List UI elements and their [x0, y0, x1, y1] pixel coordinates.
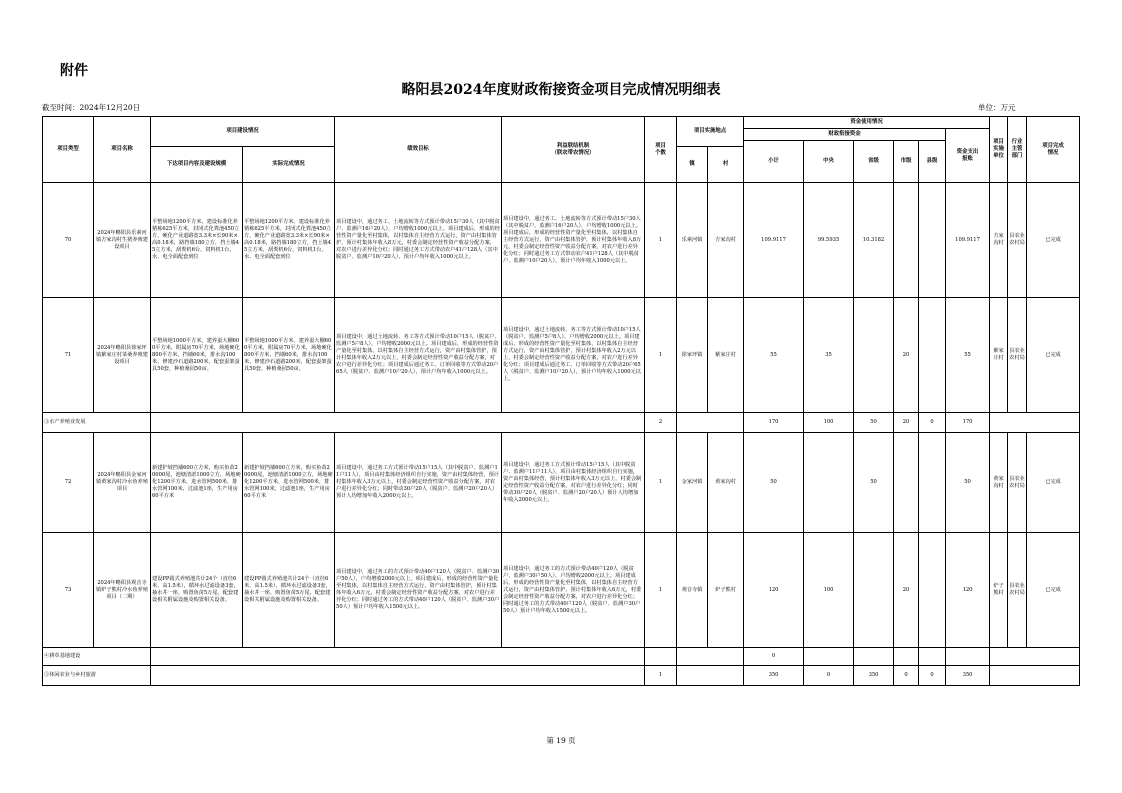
cell-impl-unit: 紫家庄村 — [990, 298, 1008, 413]
cell-count: 1 — [645, 666, 677, 686]
cell-paid — [946, 648, 990, 666]
header-construction-actual: 实际完成情况 — [243, 147, 335, 183]
cell-benefit: 项目建设中，通过务工、土地流转等方式预计带动15户30人（其中脱贫户、监测户16户20人），户均增收1000元以上。项目建成后，形成的经营性资产量化至村集体，以村集体自主经营方式运行，资产由村集体管护，预计村集体年收入8万元，村委会制定经营性资产收益分配方案，对农户进行差异化分红；同时通过务工方式带动农户41户128人（其中脱贫户、监测户10户20人），预计户均年收入1000元以上。 — [502, 183, 645, 298]
header-goal: 绩效目标 — [335, 117, 502, 183]
cell-name: 2024年略阳县徐家坪镇紫家庄村菜桑养殖建设项目 — [94, 298, 151, 413]
cell-number: 70 — [43, 183, 94, 298]
table-row — [43, 183, 1080, 298]
header-type: 项目类型 — [43, 117, 94, 183]
header-construction: 项目建设情况 — [151, 117, 335, 147]
cell-dept: 县农业农村局 — [1008, 533, 1027, 648]
cell-name: 2024年略阳县乐素河镇方家沟村生猪养殖建设项目 — [94, 183, 151, 298]
cell-impl-unit: 黄家沟村 — [990, 433, 1008, 533]
header-fiscal: 财政衔接资金 — [744, 129, 946, 141]
cell-county — [919, 298, 946, 413]
page-number: 第 19 页 — [546, 736, 576, 745]
cell-village: 黄家沟村 — [708, 433, 744, 533]
cell-paid: 120 — [946, 533, 990, 648]
cell-actual: 平整场地1000平方米，建养蚕大棚600平方米，附属房70平方米，场地硬化800平方米，挡墙60米，排水沟100米，修建沙石道路200米，配套蚕架蚕具50套，种植桑园50亩。 — [243, 298, 335, 413]
cell-status: 已完成 — [1027, 433, 1080, 533]
cell-count: 2 — [645, 413, 677, 433]
cell-central: 100 — [804, 413, 854, 433]
cell-city: 20 — [894, 298, 919, 413]
empty-cell — [677, 666, 744, 686]
cell-central: 100 — [804, 533, 854, 648]
cell-central: 99.5935 — [804, 183, 854, 298]
cell-central: 35 — [804, 298, 854, 413]
cell-benefit: 项目建设中，通过务工方式预计带动15户15人（其中脱贫户、监测户11户11人），项目由村集体经济组织自行实施，资产由村集体经营，预计村集体年收入3万元以上，村委会制定经营性资产收益分配方案，对农户进行差异化分红；同时带动30户20人（脱贫户、监测户20户20人）预计人均增加年收入2000元以上。 — [502, 433, 645, 533]
cell-county — [919, 533, 946, 648]
cell-subtotal: 0 — [744, 648, 804, 666]
cell-actual: 建设PP圆式养殖池共计24个（直径6米，高1.5米），循环水过滤设备3套，抽水井一座，购置鱼苗5万尾，配套建设相关附属设施及购置相关设备。 — [243, 533, 335, 648]
cell-status: 已完成 — [1027, 298, 1080, 413]
cell-name: 2024年略阳县金家河镇黄家沟村冷水鱼养殖项目 — [94, 433, 151, 533]
empty-cell — [990, 666, 1080, 686]
cell-paid: 55 — [946, 298, 990, 413]
cell-county — [919, 648, 946, 666]
header-paid: 资金支出 报账 — [946, 129, 990, 183]
cell-dept: 县农业农村局 — [1008, 298, 1027, 413]
empty-cell — [151, 413, 645, 433]
section-label: ④耕草基地建设 — [43, 648, 151, 666]
empty-cell — [990, 413, 1080, 433]
header-province: 省级 — [854, 141, 894, 183]
cell-province: 10.3182 — [854, 183, 894, 298]
unit-label: 单位：万元 — [978, 103, 1016, 112]
page-title: 略阳县2024年度财政衔接资金项目完成情况明细表 — [401, 82, 721, 98]
cell-village: 炉子熊村 — [708, 533, 744, 648]
cell-city: 20 — [894, 533, 919, 648]
cell-actual: 平整场地1200平方米，建设标准化养猪栋625平方米，封闭式化粪池450立方，硬化产业道路宽3.3米×长90米×高0.18米，路挡墙180立方，挡土墙45立方米，刮粪机6台，饲料机1台，水、电全面配套到位 — [243, 183, 335, 298]
cell-paid: 170 — [946, 413, 990, 433]
cell-planned: 平整场地1200平方米，建设标准化养猪栋625平方米，封闭式化粪池450立方，硬化产业道路宽3.3米×长90米×高0.18米，路挡墙180立方，挡土墙45立方米，刮粪机6台，饲料机1台，水、电全面配套到位 — [151, 183, 243, 298]
cell-planned: 平整场地1000平方米，建养蚕大棚600平方米，附属房70平方米，场地硬化800平方米，挡墙60米，排水沟100米，修建沙石道路200米，配套蚕架蚕具50套，种植桑园50亩。 — [151, 298, 243, 413]
cell-paid: 109.9117 — [946, 183, 990, 298]
cell-status: 已完成 — [1027, 183, 1080, 298]
cell-planned: 新建护坡挡墙600立方米，购买鱼苗20000尾，池塘清淤1000立方，场地硬化1200平方米，进水管网500米，排水管网100米，过滤池1座，生产用房60平方米 — [151, 433, 243, 533]
empty-cell — [151, 666, 645, 686]
cell-goal: 项目建设中，通过务工、土地流转等方式预计带动15户30人（其中脱贫户、监测户16户20人），户均增收1000元以上。项目建成后，形成的经营性资产量化至村集体，以村集体自主经营方式运行，资产由村集体管护，预计村集体年收入8万元，村委会制定经营性资产收益分配方案，对农户进行差异化分红；同时通过务工方式带动农户41户128人（其中脱贫户、监测户10户20人），预计户均年收入1000元以上。 — [335, 183, 502, 298]
section-row — [43, 413, 1080, 433]
cell-impl-unit: 炉子熊村 — [990, 533, 1008, 648]
empty-cell — [990, 648, 1080, 666]
cell-county: 0 — [919, 413, 946, 433]
cell-province: 350 — [854, 666, 894, 686]
cell-central: 0 — [804, 666, 854, 686]
cell-benefit: 项目建设中，通过务工的方式预计带动40户120人（脱贫户、监测户30户50人），户均增收2000元以上。项目建成后，形成的经营性资产量化至村集体，以村集体自主经营方式运行，资产由村集体管护，预计村集体年收入6万元，村委会制定经营性资产收益分配方案，对农户进行差异化分红；同时通过务工的方式带动40户120人（脱贫户、监测户30户50人）预计户均年收入1500元以上。 — [502, 533, 645, 648]
cell-central — [804, 648, 854, 666]
cell-number: 73 — [43, 533, 94, 648]
header-status: 项目完成 情况 — [1027, 117, 1080, 183]
header-county: 县级 — [919, 141, 946, 183]
header-village: 村 — [708, 147, 744, 183]
attachment-label: 附件 — [60, 63, 88, 79]
cell-province — [854, 648, 894, 666]
cell-county: 0 — [919, 666, 946, 686]
cell-province: 50 — [854, 433, 894, 533]
cell-dept: 县农业农村局 — [1008, 433, 1027, 533]
cell-goal: 项目建设中，通过务工的方式预计带动40户120人（脱贫户、监测户30户50人），户均增收2000元以上。项目建成后，形成的经营性资产量化至村集体，以村集体自主经营方式运行，资产由村集体管护，预计村集体年收入6万元，村委会制定经营性资产收益分配方案，对农户进行差异化分红；同时通过务工的方式带动40户120人（脱贫户、监测户30户50人）预计户均年收入1500元以上。 — [335, 533, 502, 648]
empty-cell — [151, 648, 645, 666]
cell-subtotal: 50 — [744, 433, 804, 533]
cell-count: 1 — [645, 433, 677, 533]
cell-town: 金家河镇 — [677, 433, 708, 533]
section-row — [43, 666, 1080, 686]
cell-paid: 50 — [946, 433, 990, 533]
cell-paid: 350 — [946, 666, 990, 686]
table-row — [43, 298, 1080, 413]
cell-subtotal: 170 — [744, 413, 804, 433]
cell-number: 72 — [43, 433, 94, 533]
cell-goal: 项目建设中，通过土地流转、务工等方式预计带动10户15人（脱贫户、监测户5户8人），户均增收2000元以上。项目建成后，形成的经营性资产量化至村集体，以村集体自主经营方式运行，资产由村集体管护，预计村集体年收入2万元以上，村委会制定经营性资产收益分配方案，对农户进行差异化分红；项目建成后通过务工、订单回收等方式带动20户65人（脱贫户、监测户10户20人），预计户均年收入1000元以上。 — [335, 298, 502, 413]
cell-city: 0 — [894, 666, 919, 686]
cell-actual: 新建护坡挡墙600立方米，购买鱼苗20000尾，池塘清淤1000立方，场地硬化1200平方米，进水管网500米，排水管网100米，过滤池1座，生产用房60平方米 — [243, 433, 335, 533]
cell-city — [894, 433, 919, 533]
cell-central — [804, 433, 854, 533]
header-dept: 行业 主管 部门 — [1008, 117, 1027, 183]
header-impl-unit: 项目 实施 单位 — [990, 117, 1008, 183]
header-benefit: 利益联结机制 （联农带农情况） — [502, 117, 645, 183]
cell-planned: 建设PP圆式养殖池共计24个（直径6米，高1.5米），循环水过滤设备3套，抽水井一座，购置鱼苗5万尾，配套建设相关附属设施及购置相关设备。 — [151, 533, 243, 648]
cell-subtotal: 109.9117 — [744, 183, 804, 298]
header-construction-planned: 下达项目内容及建设规模 — [151, 147, 243, 183]
cell-city — [894, 183, 919, 298]
section-row — [43, 648, 1080, 666]
header-location: 项目实施地点 — [677, 117, 744, 147]
cell-county — [919, 183, 946, 298]
table-row — [43, 533, 1080, 648]
cell-count — [645, 648, 677, 666]
section-label: ⑤休闲农业与乡村旅游 — [43, 666, 151, 686]
project-table — [42, 116, 1080, 686]
cutoff-date: 截至时间：2024年12月20日 — [42, 103, 141, 112]
cell-benefit: 项目建设中，通过土地流转、务工等方式预计带动10户15人（脱贫户、监测户5户8人），户均增收2000元以上。项目建成后，形成的经营性资产量化至村集体，以村集体自主经营方式运行，资产由村集体管护，预计村集体年收入2万元以上，村委会制定经营性资产收益分配方案，对农户进行差异化分红；项目建成后通过务工、订单回收等方式带动20户65人（脱贫户、监测户10户20人），预计户均年收入1000元以上。 — [502, 298, 645, 413]
cell-status: 已完成 — [1027, 533, 1080, 648]
cell-province — [854, 533, 894, 648]
cell-dept: 县农业农村局 — [1008, 183, 1027, 298]
cell-count: 1 — [645, 298, 677, 413]
cell-subtotal: 350 — [744, 666, 804, 686]
cell-village: 紫家庄村 — [708, 298, 744, 413]
cell-name: 2024年略阳县观音寺镇炉子熊村冷水鱼养殖项目（二期） — [94, 533, 151, 648]
cell-county — [919, 433, 946, 533]
cell-subtotal: 55 — [744, 298, 804, 413]
header-town: 镇 — [677, 147, 708, 183]
cell-city — [894, 648, 919, 666]
cell-town: 徐家坪镇 — [677, 298, 708, 413]
cell-town: 观音寺镇 — [677, 533, 708, 648]
cell-city: 20 — [894, 413, 919, 433]
empty-cell — [677, 413, 744, 433]
cell-number: 71 — [43, 298, 94, 413]
cell-province: 50 — [854, 413, 894, 433]
header-count: 项目 个数 — [645, 117, 677, 183]
cell-count: 1 — [645, 183, 677, 298]
header-city: 市级 — [894, 141, 919, 183]
cell-count: 1 — [645, 533, 677, 648]
header-name: 项目名称 — [94, 117, 151, 183]
cell-town: 乐素河镇 — [677, 183, 708, 298]
cell-impl-unit: 方家沟村 — [990, 183, 1008, 298]
cell-goal: 项目建设中，通过务工方式预计带动15户15人（其中脱贫户、监测户11户11人），项目由村集体经济组织自行实施，资产由村集体经营，预计村集体年收入3万元以上，村委会制定经营性资产收益分配方案，对农户进行差异化分红；同时带动30户20人（脱贫户、监测户20户20人）预计人均增加年收入2000元以上。 — [335, 433, 502, 533]
cell-subtotal: 120 — [744, 533, 804, 648]
empty-cell — [677, 648, 744, 666]
section-label: ③水产养殖业发展 — [43, 413, 151, 433]
header-subtotal: 小计 — [744, 141, 804, 183]
cell-village: 方家沟村 — [708, 183, 744, 298]
header-funds: 资金使用情况 — [744, 117, 990, 129]
table-row — [43, 433, 1080, 533]
header-central: 中央 — [804, 141, 854, 183]
cell-province — [854, 298, 894, 413]
